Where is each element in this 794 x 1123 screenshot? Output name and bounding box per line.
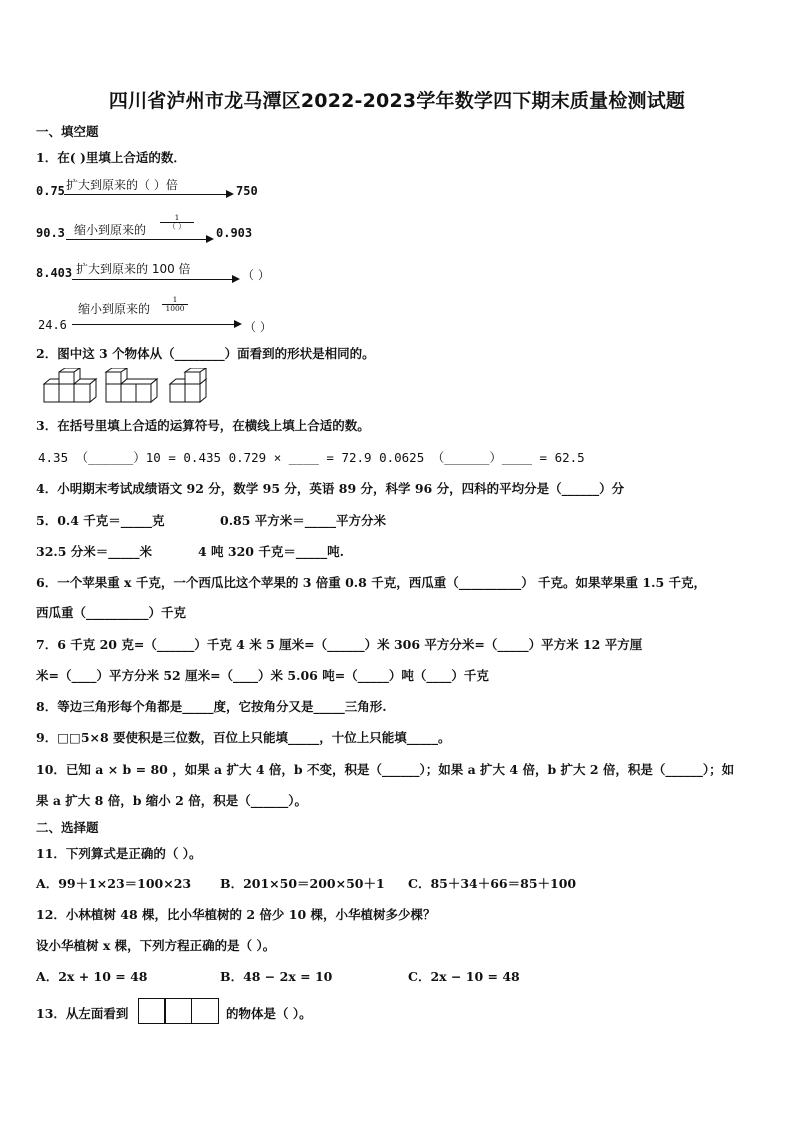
arrow-right-icon — [232, 275, 240, 283]
cube-figure-1 — [44, 368, 96, 402]
q2-cube-figures — [36, 368, 216, 406]
q1-end-blank: （ ） — [242, 268, 270, 282]
q1-fraction — [160, 214, 194, 231]
fraction-numerator: 1 — [172, 295, 178, 304]
cube-figure-2 — [106, 368, 157, 402]
arrow-right-icon — [226, 190, 234, 198]
q1-arrow-label: 缩小到原来的 — [74, 223, 147, 237]
arrow-right-icon — [206, 235, 214, 243]
question-1: 1．在( )里填上合适的数． — [36, 150, 186, 165]
q12-option-a: A．2x + 10 = 48 — [36, 969, 148, 984]
question-2: 2．图中这 3 个物体从（________）面看到的形状是相同的。 — [36, 346, 375, 361]
q1-arrow-label: 扩大到原来的 100 倍 — [76, 262, 191, 276]
q1-arrow-label: 缩小到原来的 — [78, 302, 151, 316]
q1-start-value: 24.6 — [38, 318, 67, 332]
question-12: 12．小林植树 48 棵，比小华植树的 2 倍少 10 棵，小华植树多少棵？ — [36, 907, 436, 922]
question-6-cont: 西瓜重（__________）千克 — [36, 605, 187, 620]
q1-arrow-line — [64, 194, 226, 195]
q12-option-c: C．2x − 10 = 48 — [408, 969, 520, 984]
question-13-prefix: 13．从左面看到 — [36, 1006, 129, 1021]
q1-start-value: 8.403 — [36, 266, 73, 280]
q3-expression-line: 4.35 （______）10 = 0.435 0.729 × ____ = 72.9 0.0625 （______）____ = 62.5 — [38, 450, 585, 465]
q11-option-a: A．99＋1×23＝100×23 — [36, 876, 192, 891]
question-12-cont: 设小华植树 x 棵，下列方程正确的是（ ）。 — [36, 938, 276, 953]
square-cell — [191, 998, 219, 1024]
question-13-suffix: 的物体是（ ）。 — [226, 1006, 312, 1021]
fraction-denominator: 1000 — [162, 304, 188, 313]
question-11: 11．下列算式是正确的（ ）。 — [36, 846, 202, 861]
fraction-numerator: 1 — [174, 213, 180, 222]
question-7: 7．6 千克 20 克=（______）千克 4 米 5 厘米=（______）米 306 平方分米=（_____）平方米 12 平方厘 — [36, 637, 643, 652]
question-5-part-c: 32.5 分米＝_____米 — [36, 544, 153, 559]
cube-figure-3 — [170, 368, 206, 402]
section-heading-fill-blank: 一、填空题 — [36, 124, 99, 139]
q12-option-b: B．48 − 2x = 10 — [220, 969, 333, 984]
q1-arrow-line — [66, 239, 206, 240]
q1-end-value: 750 — [236, 184, 258, 198]
section-heading-choice: 二、选择题 — [36, 820, 99, 835]
q1-end-blank: （ ） — [244, 320, 272, 334]
fraction-denominator: （ ） — [160, 222, 194, 231]
square-cell — [164, 998, 192, 1024]
question-4: 4．小明期末考试成绩语文 92 分，数学 95 分，英语 89 分，科学 96 分，四科的平均分是（______）分 — [36, 481, 625, 496]
page-title: 四川省泸州市龙马潭区2022-2023学年数学四下期末质量检测试题 — [108, 90, 686, 112]
q1-arrow-label: 扩大到原来的（ ）倍 — [66, 178, 178, 192]
q11-option-b: B．201×50＝200×50＋1 — [220, 876, 385, 891]
q1-end-value: 0.903 — [216, 226, 253, 240]
q13-three-squares-figure — [139, 998, 219, 1024]
question-10-cont: 果 a 扩大 8 倍，b 缩小 2 倍，积是（______）。 — [36, 793, 307, 808]
q1-arrow-line — [72, 279, 232, 280]
question-5-part-d: 4 吨 320 千克＝_____吨. — [198, 544, 344, 559]
question-7-cont: 米=（____）平方分米 52 厘米=（____）米 5.06 吨=（_____）吨（____）千克 — [36, 668, 489, 683]
arrow-right-icon — [234, 320, 242, 328]
question-5-part-b: 0.85 平方米＝_____平方分米 — [220, 513, 387, 528]
question-6: 6．一个苹果重 x 千克，一个西瓜比这个苹果的 3 倍重 0.8 千克，西瓜重（__________） 千克。如果苹果重 1.5 千克， — [36, 575, 707, 590]
question-8: 8．等边三角形每个角都是_____度，它按角分又是_____三角形. — [36, 699, 387, 714]
question-9: 9．□□5×8 要使积是三位数，百位上只能填_____，十位上只能填_____。 — [36, 730, 451, 745]
square-cell — [138, 998, 166, 1024]
q1-fraction — [162, 296, 188, 313]
q1-arrow-line — [72, 324, 234, 325]
question-10: 10．已知 a × b = 80 ，如果 a 扩大 4 倍，b 不变，积是（______）；如果 a 扩大 4 倍，b 扩大 2 倍，积是（______）；如 — [36, 762, 735, 777]
q1-start-value: 0.75 — [36, 184, 65, 198]
question-3: 3．在括号里填上合适的运算符号，在横线上填上合适的数。 — [36, 418, 370, 433]
question-5-part-a: 5．0.4 千克＝_____克 — [36, 513, 165, 528]
q1-start-value: 90.3 — [36, 226, 65, 240]
q11-option-c: C．85＋34＋66＝85＋100 — [408, 876, 577, 891]
